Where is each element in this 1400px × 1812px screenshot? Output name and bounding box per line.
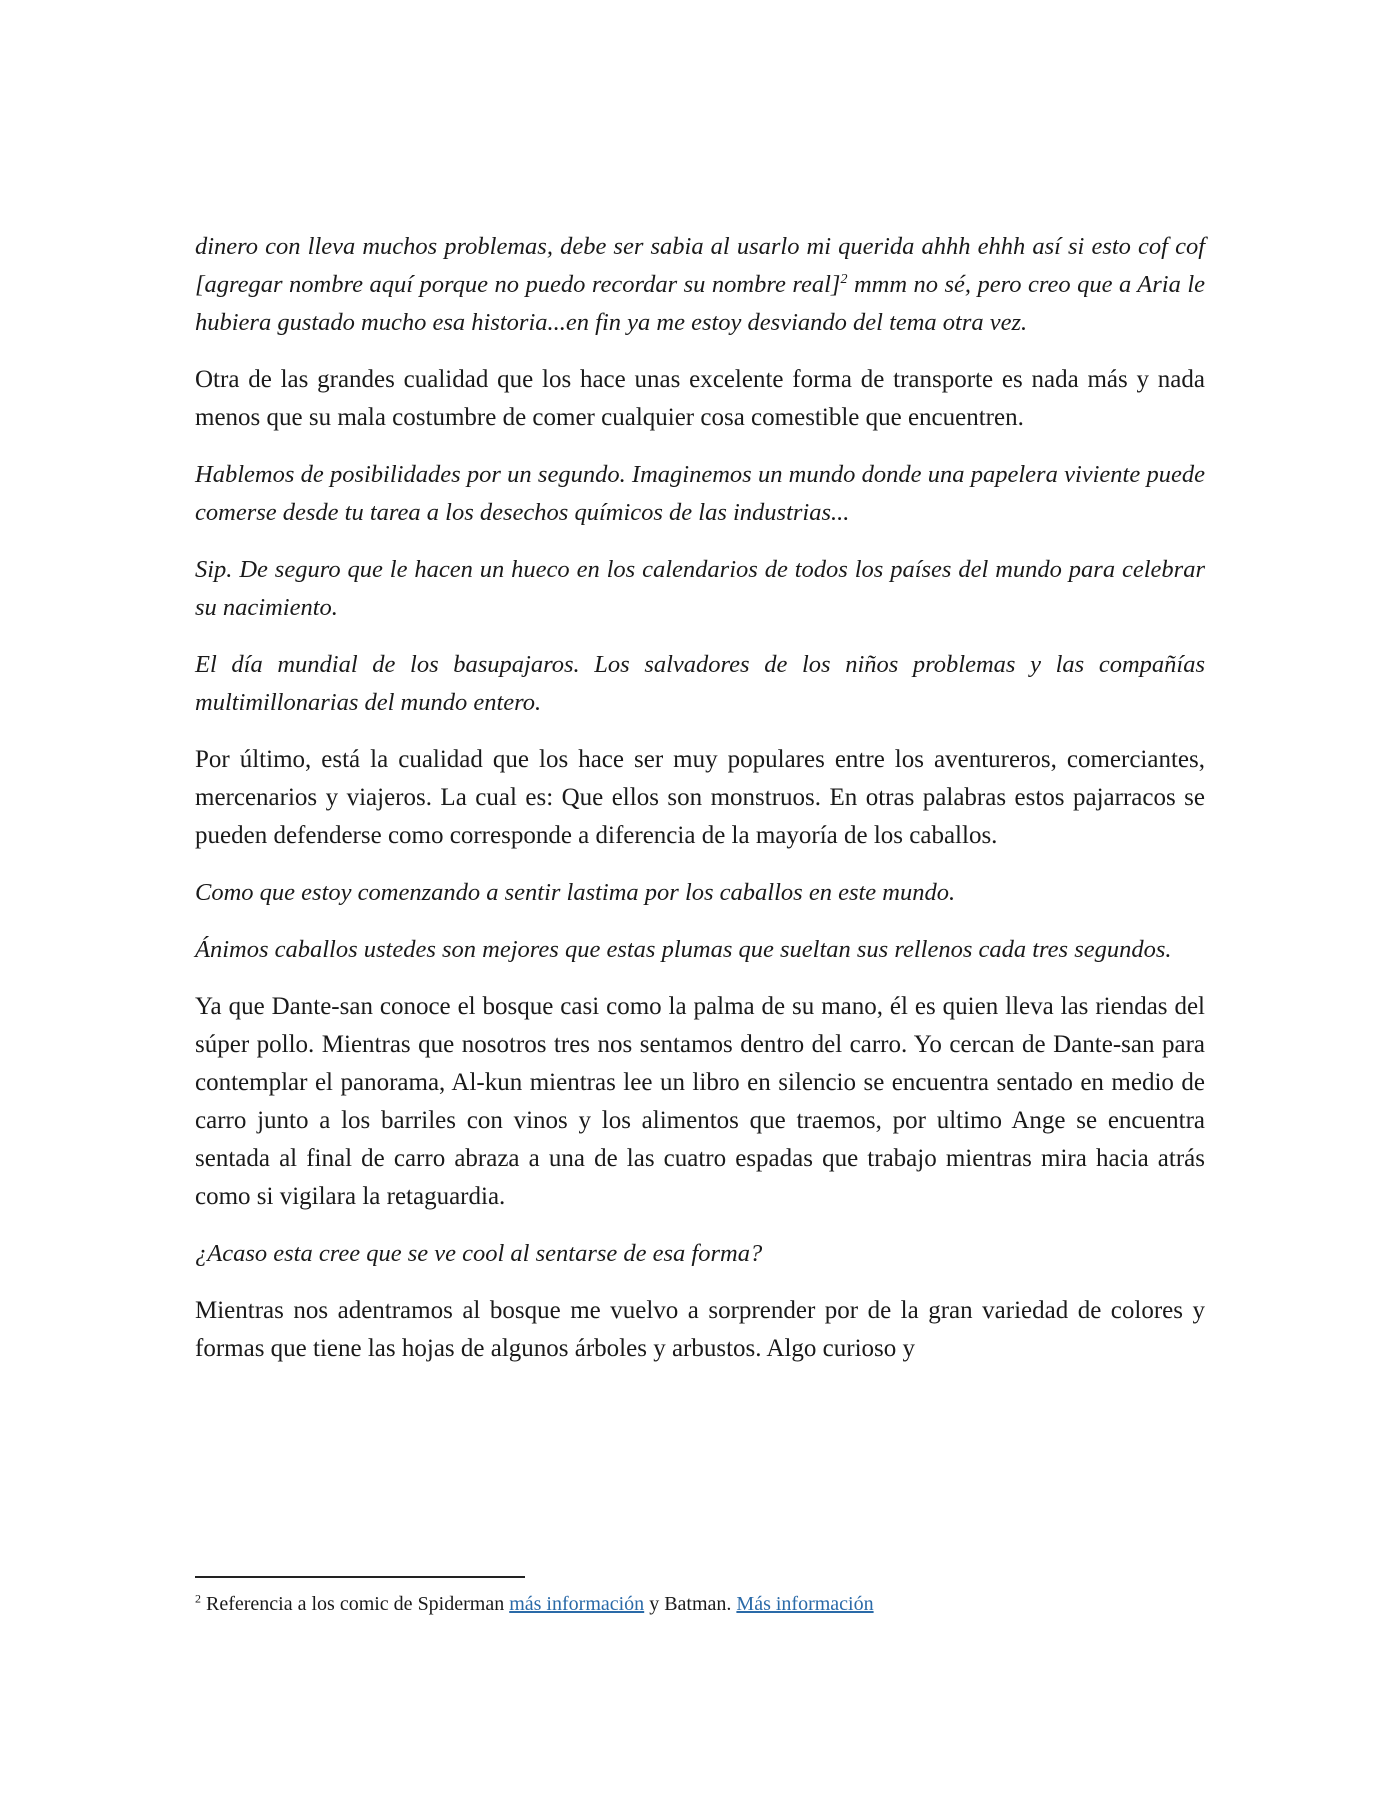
more-info-link-spiderman[interactable]: más información [509,1593,645,1615]
paragraph-1 [195,228,1205,342]
paragraph-5: El día mundial de los basupajaros. Los salvadores de los niños problemas y las compañías multimillonarias del mundo entero. [195,651,1205,716]
paragraph-9: Ya que Dante-san conoce el bosque casi como la palma de su mano, él es quien lleva las riendas del súper pollo. Mientras que nosotros tres nos sentamos dentro del carro. Yo cercan de Dante-san para contemplar el panorama, Al-kun mientras lee un libro en silencio se encuentra sentado en medio de carro junto a los barriles con vinos y los alimentos que traemos, por ultimo Ange se encuentra sentada al final de carro abraza a una de las cuatro espadas que trabajo mientras mira hacia atrás como si vigilara la retaguardia. [195,993,1205,1210]
paragraph-11: Mientras nos adentramos al bosque me vuelvo a sorprender por de la gran variedad de colores y formas que tiene las hojas de algunos árboles y arbustos. Algo curioso y [195,1297,1205,1362]
paragraph-1-text-a: dinero con lleva muchos problemas, debe ser sabia al usarlo mi querida ahhh ehhh así si esto cof cof [agregar nombre aquí porque no puedo recordar su nombre real] [195,233,1205,298]
footnote-number: 2 [195,1591,201,1606]
paragraph-7: Como que estoy comenzando a sentir lastima por los caballos en este mundo. [195,879,956,906]
page-body [195,228,1205,1387]
paragraph-3: Hablemos de posibilidades por un segundo. Imaginemos un mundo donde una papelera viviente puede comerse desde tu tarea a los desechos químicos de las industrias... [195,461,1205,526]
paragraph-2: Otra de las grandes cualidad que los hace unas excelente forma de transporte es nada más y nada menos que su mala costumbre de comer cualquier cosa comestible que encuentren. [195,366,1205,431]
paragraph-1-text-b: mmm no sé, pero creo que a Aria le hubiera gustado mucho esa historia...en fin ya me estoy desviando del tema otra vez. [195,271,1206,336]
more-info-link-batman[interactable]: Más información [736,1593,874,1615]
paragraph-4: Sip. De seguro que le hacen un hueco en los calendarios de todos los países del mundo para celebrar su nacimiento. [195,556,1205,621]
footnote-separator [195,1576,525,1578]
footnote-reference[interactable]: 2 [840,271,848,287]
footnote-text-middle: y Batman. [644,1593,737,1615]
paragraph-8: Ánimos caballos ustedes son mejores que estas plumas que sueltan sus rellenos cada tres segundos. [195,936,1172,963]
paragraph-6: Por último, está la cualidad que los hace ser muy populares entre los aventureros, comerciantes, mercenarios y viajeros. La cual es: Que ellos son monstruos. En otras palabras estos pajarracos se pueden defenderse como corresponde a diferencia de la mayoría de los caballos. [195,746,1205,849]
footnote [195,1590,874,1618]
paragraph-10: ¿Acaso esta cree que se ve cool al sentarse de esa forma? [195,1240,763,1267]
footnote-text-before: Referencia a los comic de Spiderman [201,1593,510,1615]
